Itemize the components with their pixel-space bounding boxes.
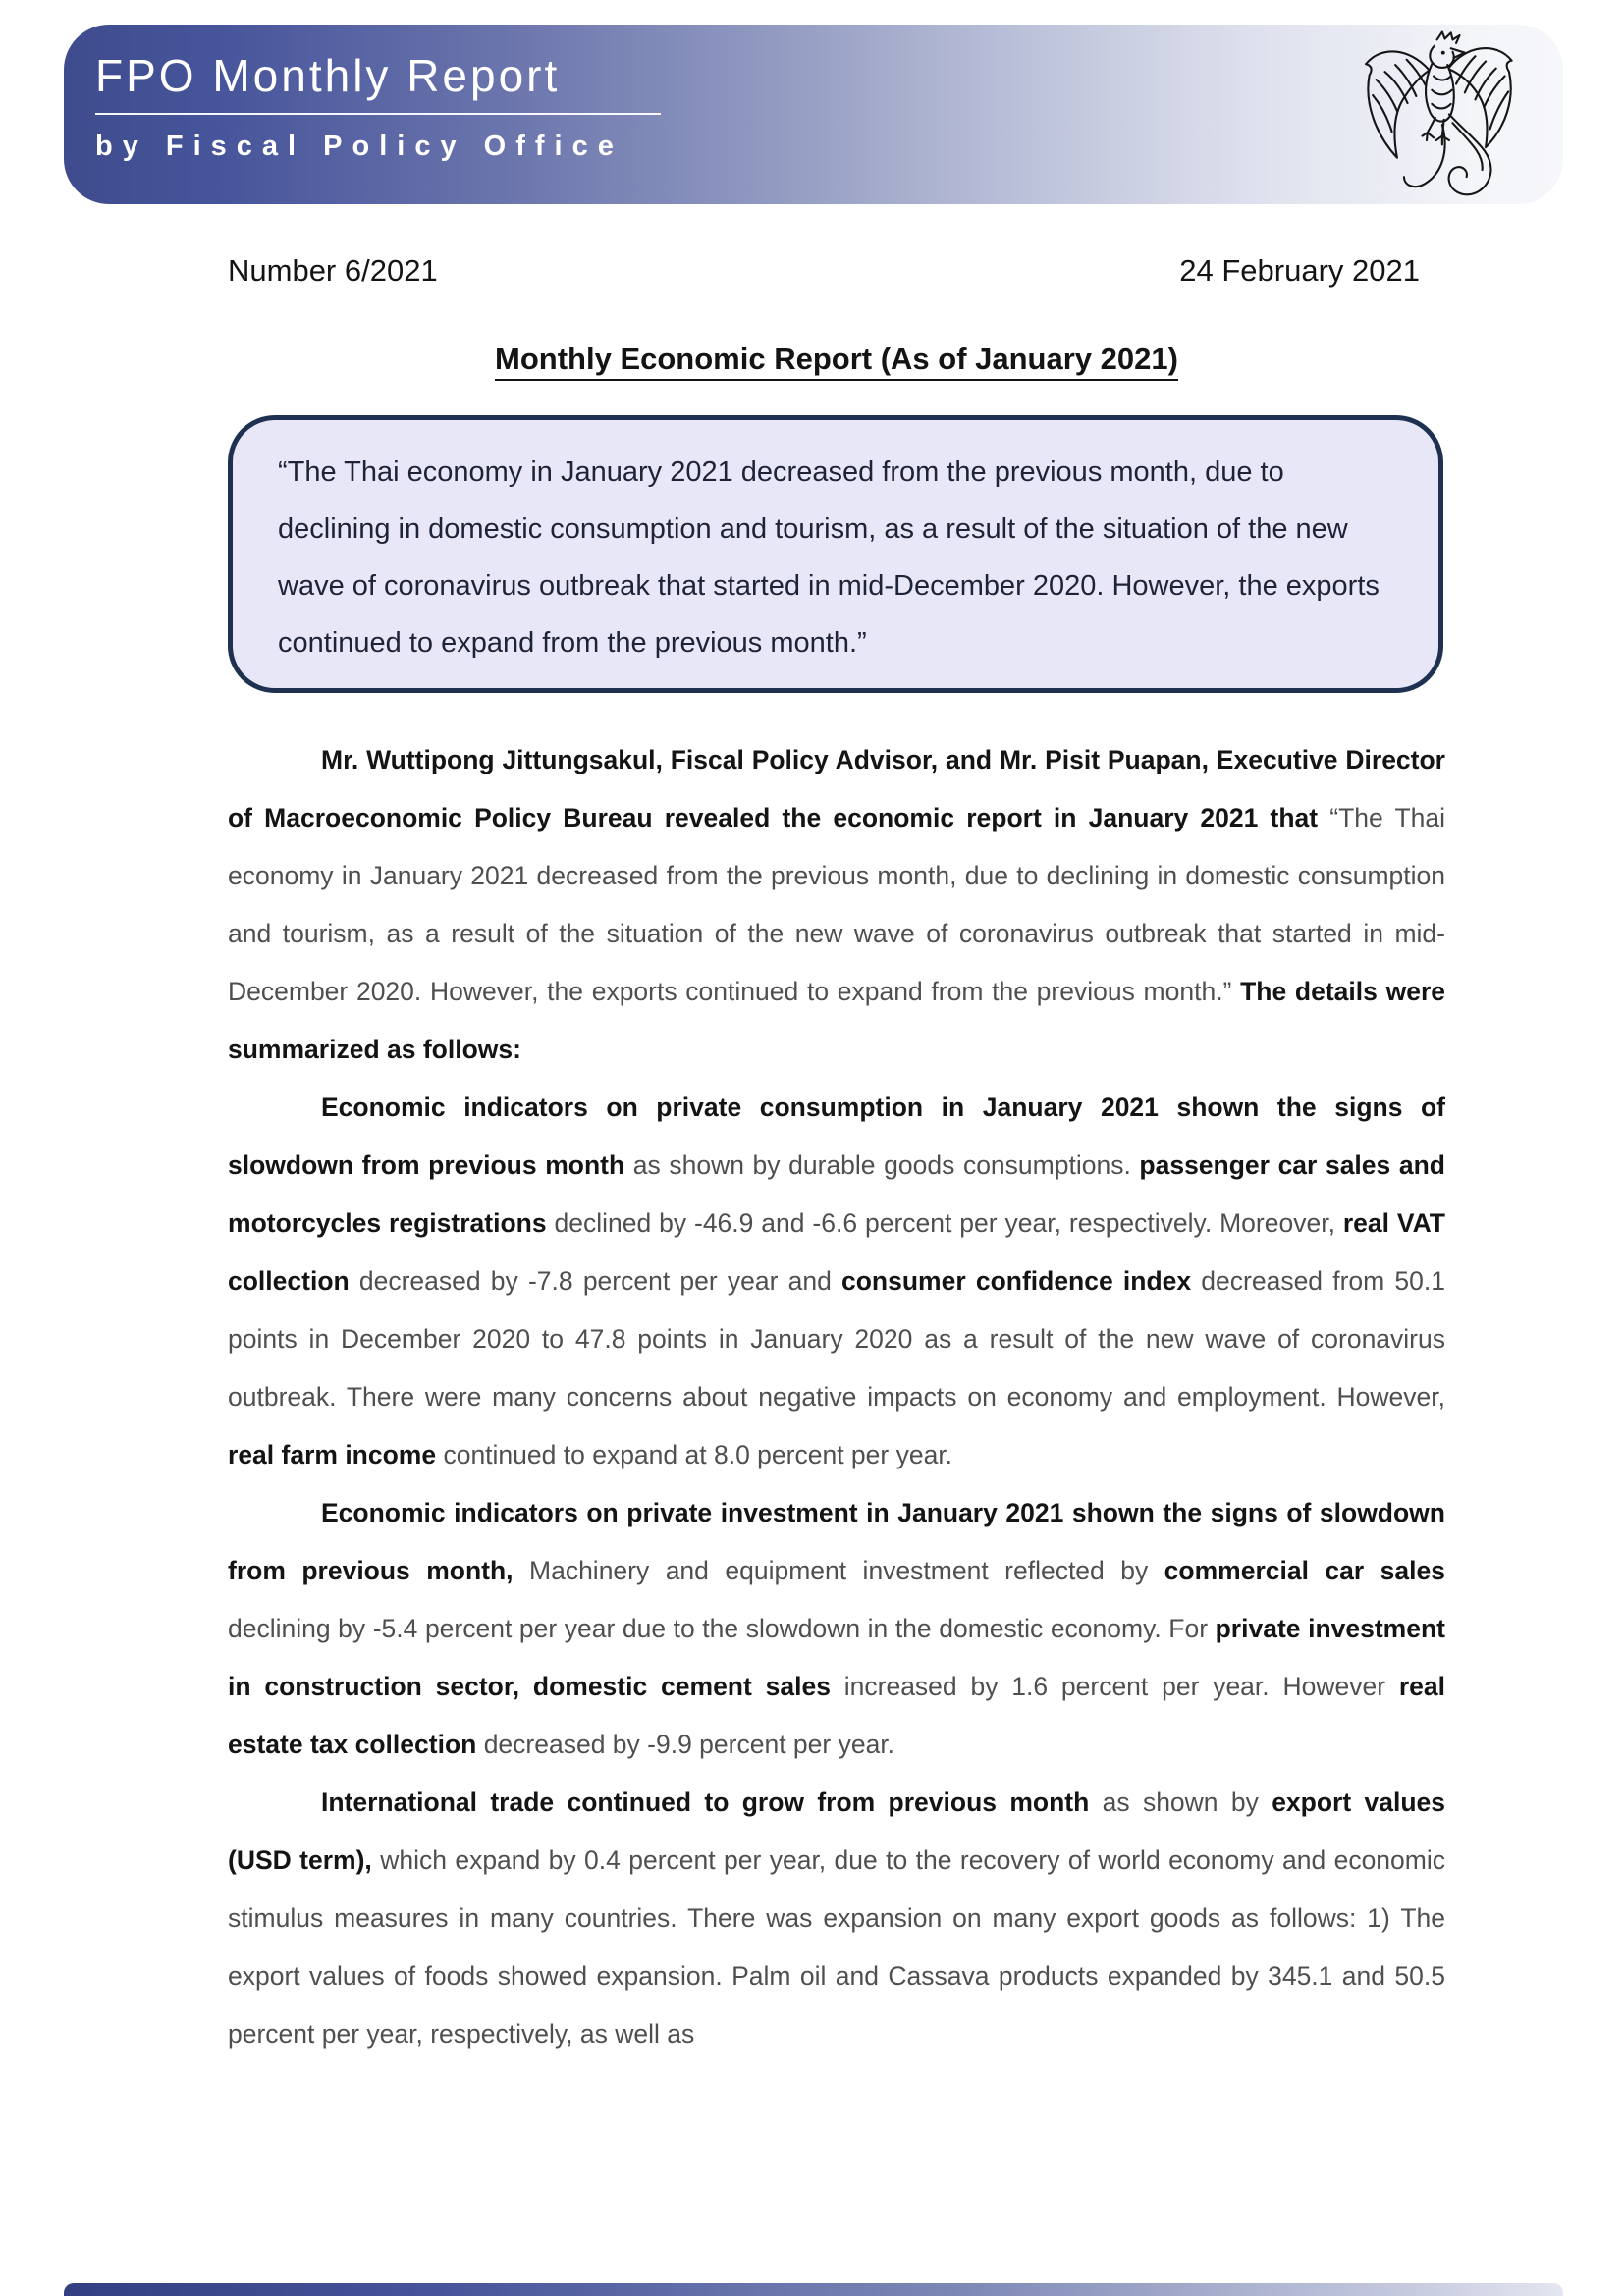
text-run: Economic indicators on private investment in January 2021 shown the signs of slowdown from previous month, xyxy=(228,1498,1445,1585)
text-run: real farm income xyxy=(228,1440,444,1469)
paragraph-intro xyxy=(228,731,1445,1079)
text-run: International trade continued to grow from previous month xyxy=(321,1788,1103,1817)
text-run: consumer confidence index xyxy=(841,1266,1202,1296)
next-page-banner-edge xyxy=(64,2283,1563,2296)
text-run: declined by -46.9 and -6.6 percent per year, respectively. Moreover, xyxy=(554,1208,1343,1238)
text-run: as shown by xyxy=(1102,1788,1272,1817)
report-body xyxy=(228,731,1445,2063)
text-run: real VAT collection xyxy=(228,1208,1445,1296)
text-run: Economic indicators on private consumption in January 2021 shown the signs of slowdown from previous month xyxy=(228,1093,1445,1180)
text-run: declining by -5.4 percent per year due to the slowdown in the domestic economy. For xyxy=(228,1614,1216,1643)
document-title: Monthly Economic Report (As of January 2021) xyxy=(495,342,1178,381)
text-run: commercial car sales xyxy=(1164,1556,1445,1585)
text-run: decreased by -7.8 percent per year and xyxy=(358,1266,841,1296)
text-run: continued to expand at 8.0 percent per year. xyxy=(443,1440,953,1469)
text-run: “The Thai economy in January 2021 decreased from the previous month, due to declining in domestic consumption and tourism, as a result of the situation of the new wave of coronavirus outbreak that started in mid-December 2020. However, the exports continued to expand from the previous month.” xyxy=(228,803,1445,1006)
summary-box xyxy=(228,415,1443,693)
text-run: export values (USD term), xyxy=(228,1788,1446,1875)
header-banner xyxy=(64,25,1563,204)
text-run: Machinery and equipment investment reflected by xyxy=(529,1556,1164,1585)
garuda-emblem-icon xyxy=(1359,25,1524,211)
text-run: increased by 1.6 percent per year. However xyxy=(843,1672,1399,1701)
banner-title: FPO Monthly Report xyxy=(95,50,561,101)
text-run: The details were summarized as follows: xyxy=(228,977,1445,1064)
paragraph-international-trade xyxy=(228,1774,1445,2063)
paragraph-private-consumption xyxy=(228,1079,1445,1484)
document-title-row xyxy=(228,342,1445,377)
banner-subtitle: by Fiscal Policy Office xyxy=(95,131,623,162)
report-number: Number 6/2021 xyxy=(228,253,438,288)
banner-underline xyxy=(95,113,661,115)
text-run: passenger car sales and motorcycles registrations xyxy=(228,1150,1445,1238)
text-run: decreased by -9.9 percent per year. xyxy=(483,1730,895,1759)
report-date: 24 February 2021 xyxy=(1179,253,1420,288)
text-run: which expand by 0.4 percent per year, due to the recovery of world economy and economic stimulus measures in many countries. There was expansion on many export goods as follows: 1) The export values of foods showed expansion. Palm oil and Cassava products expanded by 345.1 and 50.5 percent per year, respectively, as well as xyxy=(228,1845,1445,2049)
text-run: decreased from 50.1 points in December 2020 to 47.8 points in January 2020 as a result of the new wave of coronavirus outbreak. There were many concerns about negative impacts on economy and employment. However, xyxy=(228,1266,1445,1412)
text-run: as shown by durable goods consumptions. xyxy=(632,1150,1140,1180)
paragraph-private-investment xyxy=(228,1484,1445,1774)
meta-row xyxy=(228,253,1445,294)
text-run: private investment in construction sector, domestic cement sales xyxy=(228,1614,1445,1701)
summary-text: “The Thai economy in January 2021 decreased from the previous month, due to declining in domestic consumption and tourism, as a result of the situation of the new wave of coronavirus outbreak that started in mid-December 2020. However, the exports continued to expand from the previous month.” xyxy=(278,456,1380,659)
text-run: Mr. Wuttipong Jittungsakul, Fiscal Policy Advisor, and Mr. Pisit Puapan, Executive Director of Macroeconomic Policy Bureau revealed the economic report in January 2021 that xyxy=(228,745,1445,832)
text-run: real estate tax collection xyxy=(228,1672,1445,1759)
